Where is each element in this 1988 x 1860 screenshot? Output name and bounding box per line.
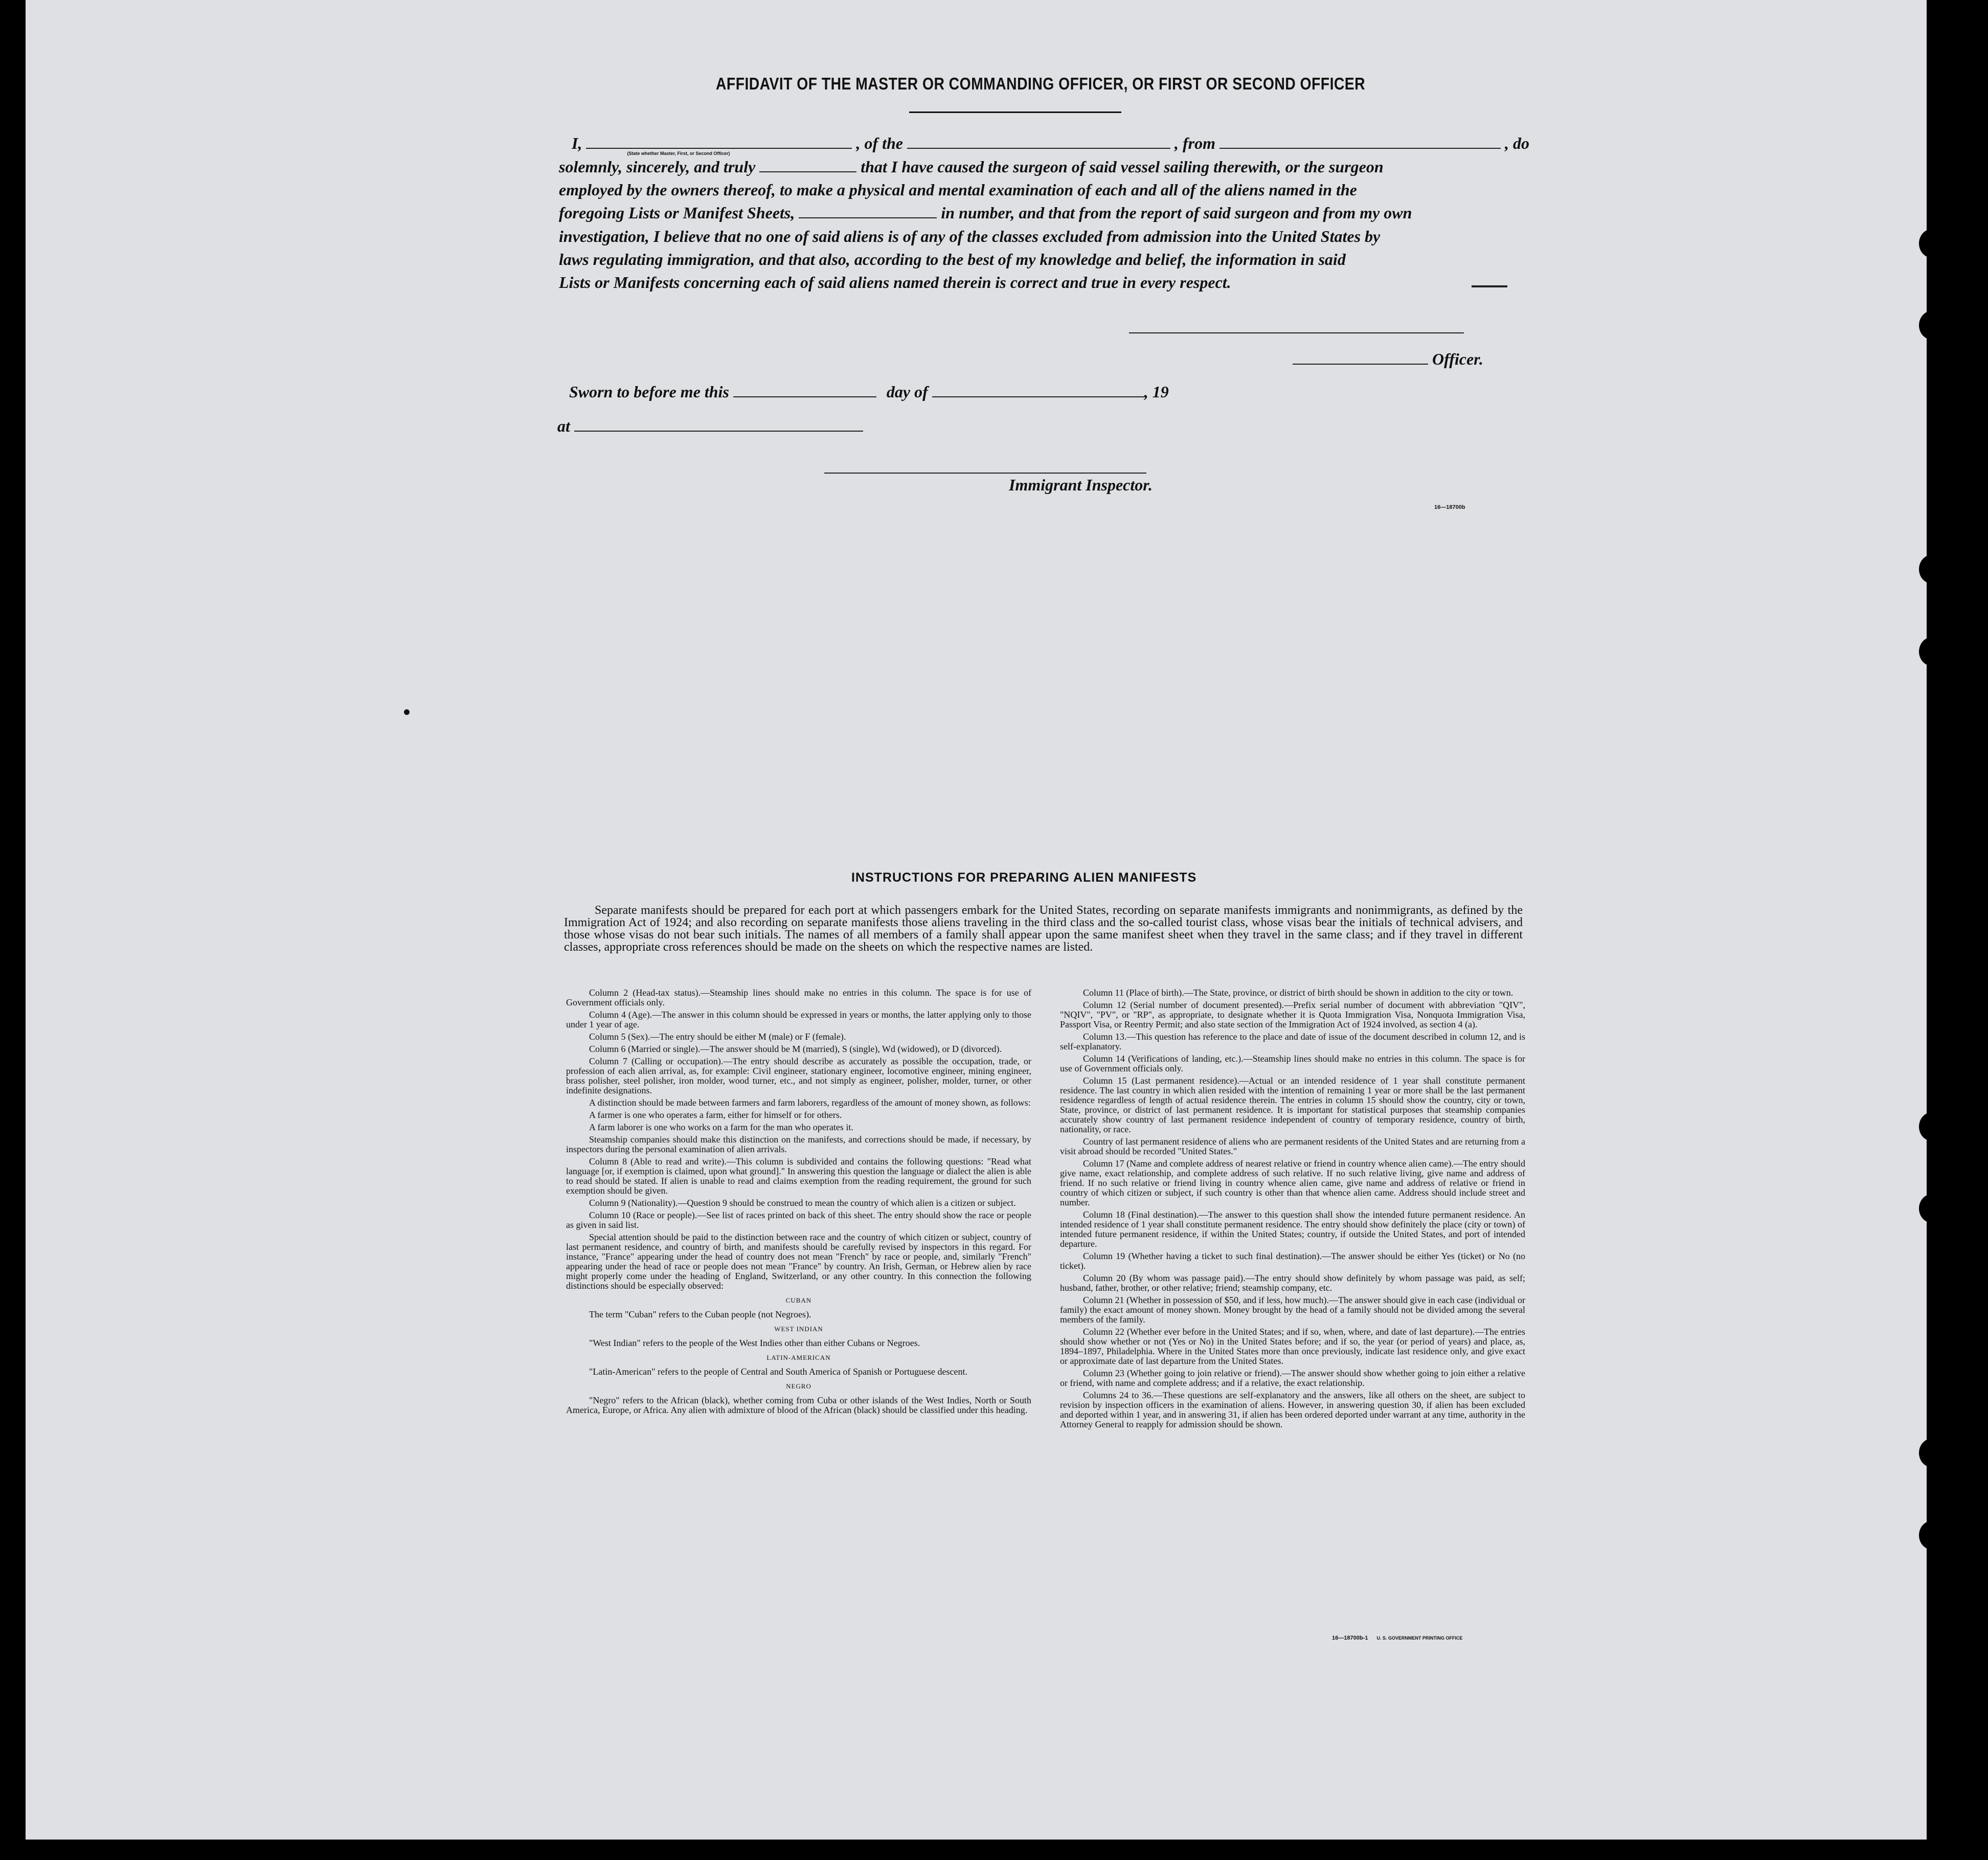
affidavit-form-number: 16—18700b [1434, 504, 1465, 510]
cuban-heading: CUBAN [785, 1296, 812, 1304]
instruction-paragraph: Column 21 (Whether in possession of $50, and if less, how much).—The answer should give in each case (individual or family) the exact amount of money shown. Money brought by the head of a family should not be divided among the several members of the family. [1060, 1295, 1525, 1325]
sheet-count-field[interactable] [799, 205, 937, 218]
swear-affirm-field[interactable] [759, 159, 856, 172]
instruction-paragraph: Column 22 (Whether ever before in the United States; and if so, when, where, and date of last departure).—The entries should show whether or not (Yes or No) in the United States before; and if so, the year (or period of years) and place, as, 1894–1897, Philadelphia. Where in the United States more than once previously, indicate last residence only, and give exact or approximate date of last departure from the United States. [1060, 1327, 1525, 1366]
binder-hole [1919, 555, 1945, 584]
negro-heading: NEGRO [786, 1382, 811, 1390]
instructions-intro: Separate manifests should be prepared for each port at which passengers embark for the United States, recording on separate manifests immigrants and nonimmigrants, as defined by the Immigration Act of 1924; and also recording on separate manifests those aliens traveling in the third class and the so-called tourist class, whose visas bear the initials of technical advisers, and those whose visas do not bear such initials. The names of all members of a family shall appear upon the same manifest sheet when they travel in the same class; and if they travel in different classes, appropriate cross references should be made on the sheets on which the respective names are listed. [564, 904, 1523, 954]
affidavit-line-1 [572, 134, 1529, 156]
sworn-line [569, 383, 1169, 401]
instructions-right-column [1060, 988, 1525, 1432]
instruction-paragraph: Column 11 (Place of birth).—The State, province, or district of birth should be shown in addition to the city or town. [1083, 988, 1513, 998]
instruction-paragraph: Column 4 (Age).—The answer in this column should be expressed in years or months, the latter applying only to those under 1 year of age. [566, 1010, 1031, 1029]
binder-hole [1919, 311, 1945, 340]
at-line [557, 417, 863, 436]
officer-line [1293, 350, 1483, 369]
instruction-paragraph: Column 23 (Whether going to join relative or friend).—The answer should show whether going to join either a relative or friend, with name and complete address; and if a relative, the exact relationship. [1060, 1368, 1525, 1388]
binder-hole [1919, 1439, 1945, 1467]
affidavit-line-4 [559, 204, 1412, 222]
affidavit-line-5: investigation, I believe that no one of said aliens is of any of the classes excluded from admission into the United States by [559, 227, 1381, 245]
affidavit-line-6: laws regulating immigration, and that also, according to the best of my knowledge and belief, the information in said [559, 250, 1346, 268]
instruction-paragraph: A farmer is one who operates a farm, either for himself or for others. [589, 1110, 842, 1120]
west-indian-heading: WEST INDIAN [774, 1325, 823, 1333]
cuban-definition: The term "Cuban" refers to the Cuban people (not Negroes). [589, 1309, 811, 1319]
instruction-paragraph: A farm laborer is one who works on a farm for the man who operates it. [589, 1122, 853, 1132]
affidavit-title: AFFIDAVIT OF THE MASTER OR COMMANDING OFFICER, OR FIRST OR SECOND OFFICER [716, 74, 1366, 93]
instruction-paragraph: Country of last permanent residence of aliens who are permanent residents of the United States and are returning from a visit abroad should be recorded "United States." [1060, 1136, 1525, 1156]
instruction-paragraph: Column 20 (By whom was passage paid).—The entry should show definitely by whom passage was paid, as self; husband, father, brother, or other relative; friend; steamship company, etc. [1060, 1273, 1525, 1293]
i-label: I, [572, 134, 582, 152]
instruction-paragraph: Column 9 (Nationality).—Question 9 should be construed to mean the country of which alien is a citizen or subject. [589, 1198, 1016, 1208]
affidavit-text-4b: in number, and that from the report of said surgeon and from my own [941, 204, 1412, 222]
of-the-label: , of the [856, 134, 903, 152]
instructions-title: INSTRUCTIONS FOR PREPARING ALIEN MANIFESTS [851, 870, 1197, 885]
day-of-label: day of [886, 383, 928, 401]
latin-american-definition: "Latin-American" refers to the people of Central and South America of Spanish or Portuguese descent. [589, 1366, 967, 1377]
bleed-through-text [1560, 100, 1568, 135]
instruction-paragraph: Column 19 (Whether having a ticket to such final destination).—The answer should be either Yes (ticket) or No (no ticket). [1060, 1251, 1525, 1271]
affidavit-line-3: employed by the owners thereof, to make a physical and mental examination of each and all of the aliens named in the [559, 181, 1357, 199]
inspector-label: Immigrant Inspector. [1009, 476, 1153, 494]
instruction-paragraph: Column 5 (Sex).—The entry should be either M (male) or F (female). [589, 1032, 846, 1042]
title-rule [909, 111, 1121, 113]
instruction-paragraph: Column 6 (Married or single).—The answer should be M (married), S (single), Wd (widowed), or D (divorced). [589, 1044, 1002, 1054]
ink-speck [404, 709, 410, 715]
instruction-paragraph: Column 17 (Name and complete address of nearest relative or friend in country whence alien came).—The entry should give name, exact relationship, and complete address of such relative. If no such relative living, give name and address of friend. If no such relative or friend living in country whence alien came, give name and address of relative or friend in country of which citizen or subject, if such country is other than that whence alien came. Address should include street and number. [1060, 1158, 1525, 1207]
instruction-paragraph: Special attention should be paid to the distinction between race and the country of which citizen or subject, country of last permanent residence, and country of birth, and manifests should be carefully revised by inspectors in this regard. For instance, "France" appearing under the head of country does not mean "French" by race or people, and, similarly "French" appearing under the head of race or people does not mean "France" by country. An Irish, German, or Hebrew alien by race might properly come under the heading of England, Switzerland, or any other country. In this connection the following distinctions should be especially observed: [566, 1232, 1031, 1291]
at-label: at [557, 417, 570, 435]
instruction-paragraph: A distinction should be made between farmers and farm laborers, regardless of the amount of money shown, as follows: [589, 1097, 1031, 1108]
instruction-paragraph: Column 12 (Serial number of document presented).—Prefix serial number of document with abbreviation "QIV", "NQIV", "PV", or "RP", as appropriate, to designate whether it is Quota Immigration Visa, Nonquota Immigration Visa, Passport Visa, or Reentry Permit; and also state section of the Immigration Act of 1924 involved, as section 4 (a). [1060, 1000, 1525, 1029]
affidavit-text-4a: foregoing Lists or Manifest Sheets, [559, 204, 795, 222]
binder-hole [1919, 1521, 1945, 1550]
west-indian-definition: "West Indian" refers to the people of the West Indies other than either Cubans or Negroes. [589, 1338, 920, 1348]
instructions-form-no: 16—18700b-1 [1332, 1635, 1368, 1641]
affidavit-line-2 [559, 158, 1384, 176]
printer-credit: U. S. GOVERNMENT PRINTING OFFICE [1376, 1635, 1463, 1641]
instruction-paragraph: Column 7 (Calling or occupation).—The entry should describe as accurately as possible the occupation, trade, or profession of each alien arrival, as, for example: Civil engineer, stationary engineer, locomotive engineer, mining engineer, brass polisher, steel polisher, iron molder, wood turner, etc., and not simply as engineer, polisher, molder, turner, or other indefinite designations. [566, 1056, 1031, 1095]
handwritten-dash [1472, 285, 1507, 287]
officer-signature-line[interactable] [1129, 332, 1464, 333]
officer-title-field[interactable] [1293, 351, 1428, 365]
from-label: , from [1174, 134, 1215, 152]
negro-definition: "Negro" refers to the African (black), whether coming from Cuba or other islands of the West Indies, North or South America, Europe, or Africa. Any alien with admixture of blood of the African (black) should be classified under this heading. [566, 1395, 1031, 1415]
officer-rank-note: (State whether Master, First, or Second Officer) [627, 151, 730, 156]
instructions-left-column [566, 988, 1031, 1418]
instruction-paragraph: Column 18 (Final destination).—The answer to this question shall show the intended future permanent residence. An intended residence of 1 year shall constitute permanent residence. The entry should show definitely the place (city or town) of intended future permanent residence, if within the United States; country, if outside the United States, and port of intended departure. [1060, 1209, 1525, 1249]
latin-american-heading: LATIN-AMERICAN [766, 1354, 831, 1361]
instruction-paragraph: Column 10 (Race or people).—See list of races printed on back of this sheet. The entry should show the race or people as given in said list. [566, 1210, 1031, 1230]
instruction-paragraph: Column 13.—This question has reference to the place and date of issue of the document described in column 12, and is self-explanatory. [1060, 1032, 1525, 1051]
instruction-paragraph: Column 8 (Able to read and write).—This column is subdivided and contains the following questions: "Read what language [or, if exemption is claimed, upon what ground]." In answering this question the language or dialect the alien is able to read should be stated. If alien is unable to read and claims exemption from the reading requirement, the ground for such exemption should be given. [566, 1156, 1031, 1196]
solemnly-text: solemnly, sincerely, and truly [559, 158, 756, 176]
document-sheet [26, 0, 1927, 1840]
binder-hole [1919, 1194, 1945, 1223]
instruction-paragraph: Column 15 (Last permanent residence).—Actual or an intended residence of 1 year shall constitute permanent residence. The last country in which alien resided with the intention of remaining 1 year or more shall be the last permanent residence regardless of length of actual residence therein. The entries in column 15 should show the country, city or town, State, province, or district of last permanent residence. It is important for statistical purposes that steamship companies accurately show country of last permanent residence independent of country of temporary residence, country of birth, nationality, or race. [1060, 1075, 1525, 1134]
instruction-paragraph: Steamship companies should make this distinction on the manifests, and corrections should be made, if necessary, by inspectors during the personal examination of alien arrivals. [566, 1134, 1031, 1154]
instruction-paragraph: Column 14 (Verifications of landing, etc.).—Steamship lines should make no entries in this column. The space is for use of Government officials only. [1060, 1054, 1525, 1073]
instructions-form-number [1332, 1635, 1462, 1641]
binder-hole [1919, 229, 1945, 258]
from-port-field[interactable] [1219, 136, 1501, 149]
instruction-paragraph: Columns 24 to 36.—These questions are self-explanatory and the answers, like all others on the sheet, are subject to revision by inspection officers in the examination of aliens. However, in answering question 30, if alien has been excluded and deported within 1 year, and in answering 31, if alien has been ordered deported under warrant at any time, authority in the Attorney General to reapply for admission should be shown. [1060, 1390, 1525, 1429]
officer-rank-field[interactable] [586, 136, 852, 156]
affidavit-text-2: that I have caused the surgeon of said vessel sailing therewith, or the surgeon [861, 158, 1384, 176]
affidavit-line-7: Lists or Manifests concerning each of said aliens named therein is correct and true in every respect. [559, 273, 1231, 292]
officer-label: Officer. [1432, 350, 1483, 368]
binder-hole [1919, 1112, 1945, 1141]
instruction-paragraph: Column 2 (Head-tax status).—Steamship lines should make no entries in this column. The space is for use of Government officials only. [566, 988, 1031, 1007]
sworn-day-field[interactable] [733, 384, 876, 397]
year-label: , 19 [1144, 383, 1169, 401]
sworn-month-field[interactable] [932, 384, 1144, 397]
inspector-signature-line[interactable] [824, 473, 1146, 474]
vessel-field[interactable] [907, 136, 1170, 149]
sworn-place-field[interactable] [574, 418, 863, 432]
sworn-label: Sworn to before me this [569, 383, 729, 401]
do-label: , do [1505, 134, 1529, 152]
binder-hole [1919, 637, 1945, 666]
